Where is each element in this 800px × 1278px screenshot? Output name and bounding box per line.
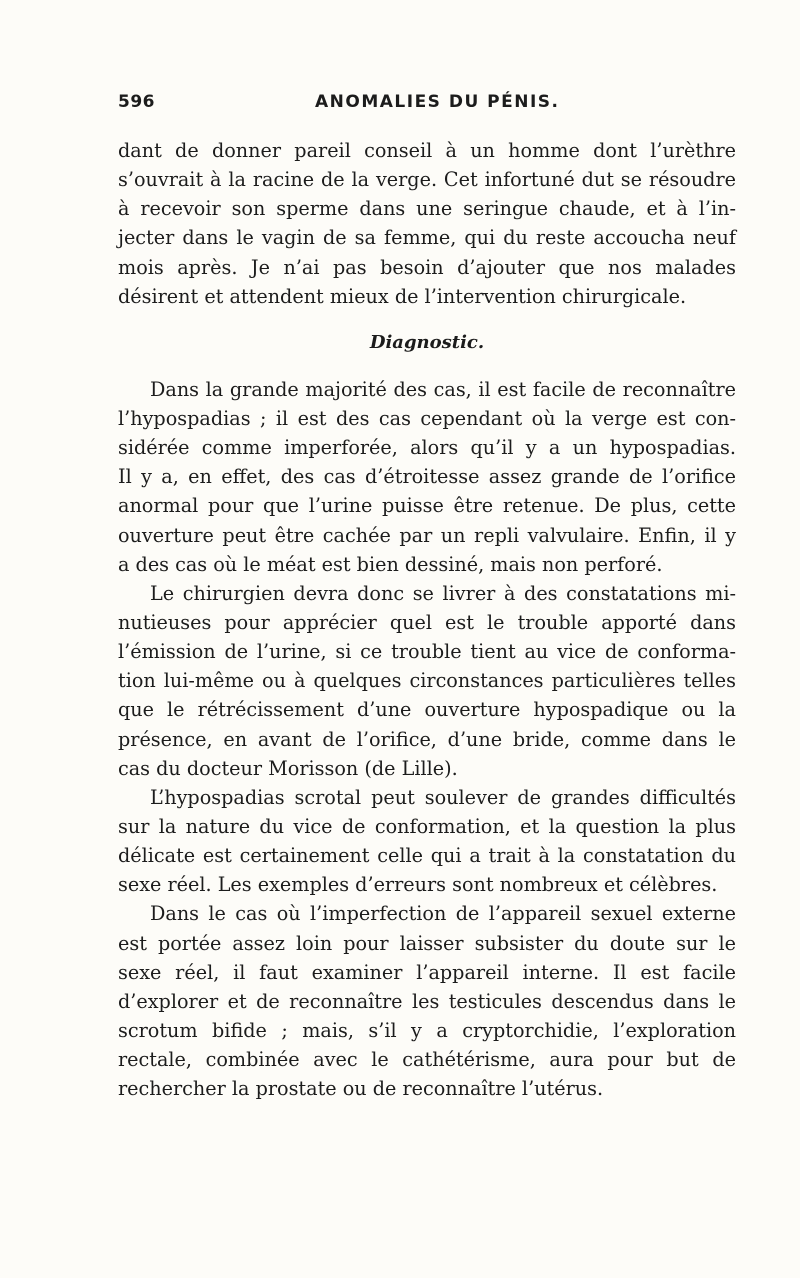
- text-line: L’hypospadias scrotal peut soulever de grandes difficultés: [150, 785, 736, 809]
- text-line: sexe réel, il faut examiner l’appareil interne. Il est facile: [118, 960, 736, 984]
- text-line: a des cas où le méat est bien dessiné, mais non perforé.: [118, 552, 663, 576]
- text-line: cas du docteur Morisson (de Lille).: [118, 756, 458, 780]
- paragraph-2: [118, 375, 736, 579]
- text-line: s’ouvrait à la racine de la verge. Cet infortuné dut se résoudre: [118, 168, 736, 192]
- text-line: l’hypospadias ; il est des cas cependant où la verge est con-: [118, 406, 736, 430]
- page-header: [118, 92, 734, 120]
- text-line: sur la nature du vice de conformation, et la question la plus: [118, 814, 736, 838]
- text-line: que le rétrécissement d’une ouverture hypospadique ou la: [118, 698, 736, 722]
- text-line: scrotum bifide ; mais, s’il y a cryptorchidie, l’exploration: [118, 1018, 736, 1042]
- text-line: dant de donner pareil conseil à un homme dont l’urèthre: [118, 139, 736, 162]
- text-line: Dans la grande majorité des cas, il est facile de reconnaître: [150, 377, 736, 401]
- text-line: rechercher la prostate ou de reconnaître l’utérus.: [118, 1077, 604, 1101]
- text-line: sidérée comme imperforée, alors qu’il y a un hypospadias.: [118, 436, 736, 460]
- running-title: ANOMALIES DU PÉNIS.: [315, 92, 560, 112]
- paragraph-5: [118, 899, 736, 1103]
- section-heading: Diagnostic.: [369, 331, 485, 353]
- text-line: à recevoir son sperme dans une seringue chaude, et à l’in-: [118, 197, 736, 221]
- text-line: jecter dans le vagin de sa femme, qui du reste accoucha neuf: [118, 226, 736, 250]
- text-line: Le chirurgien devra donc se livrer à des constatations mi-: [150, 581, 736, 605]
- text-line: rectale, combinée avec le cathétérisme, aura pour but de: [118, 1048, 736, 1072]
- text-line: mois après. Je n’ai pas besoin d’ajouter que nos malades: [118, 255, 736, 279]
- paragraph-3: [118, 579, 736, 783]
- body-text: [118, 136, 736, 1103]
- text-line: nutieuses pour apprécier quel est le trouble apporté dans: [118, 610, 736, 634]
- text-line: sexe réel. Les exemples d’erreurs sont nombreux et célèbres.: [118, 873, 718, 897]
- text-line: tion lui-même ou à quelques circonstances particulières telles: [118, 669, 736, 693]
- text-line: l’émission de l’urine, si ce trouble tient au vice de conforma-: [118, 640, 736, 664]
- text-line: ouverture peut être cachée par un repli valvulaire. Enfin, il y: [118, 523, 736, 547]
- text-line: est portée assez loin pour laisser subsister du doute sur le: [118, 931, 736, 955]
- text-line: anormal pour que l’urine puisse être retenue. De plus, cette: [118, 494, 736, 518]
- text-line: d’explorer et de reconnaître les testicules descendus dans le: [118, 989, 736, 1013]
- text-line: Dans le cas où l’imperfection de l’appareil sexuel externe: [150, 902, 736, 926]
- page-number: 596: [118, 92, 155, 112]
- paragraph-1: [118, 136, 736, 311]
- text-line: désirent et attendent mieux de l’intervention chirurgicale.: [118, 284, 687, 308]
- paragraph-4: [118, 783, 736, 900]
- text-line: délicate est certainement celle qui a trait à la constatation du: [118, 844, 736, 868]
- text-line: Il y a, en effet, des cas d’étroitesse assez grande de l’orifice: [118, 465, 736, 489]
- text-line: présence, en avant de l’orifice, d’une bride, comme dans le: [118, 727, 736, 751]
